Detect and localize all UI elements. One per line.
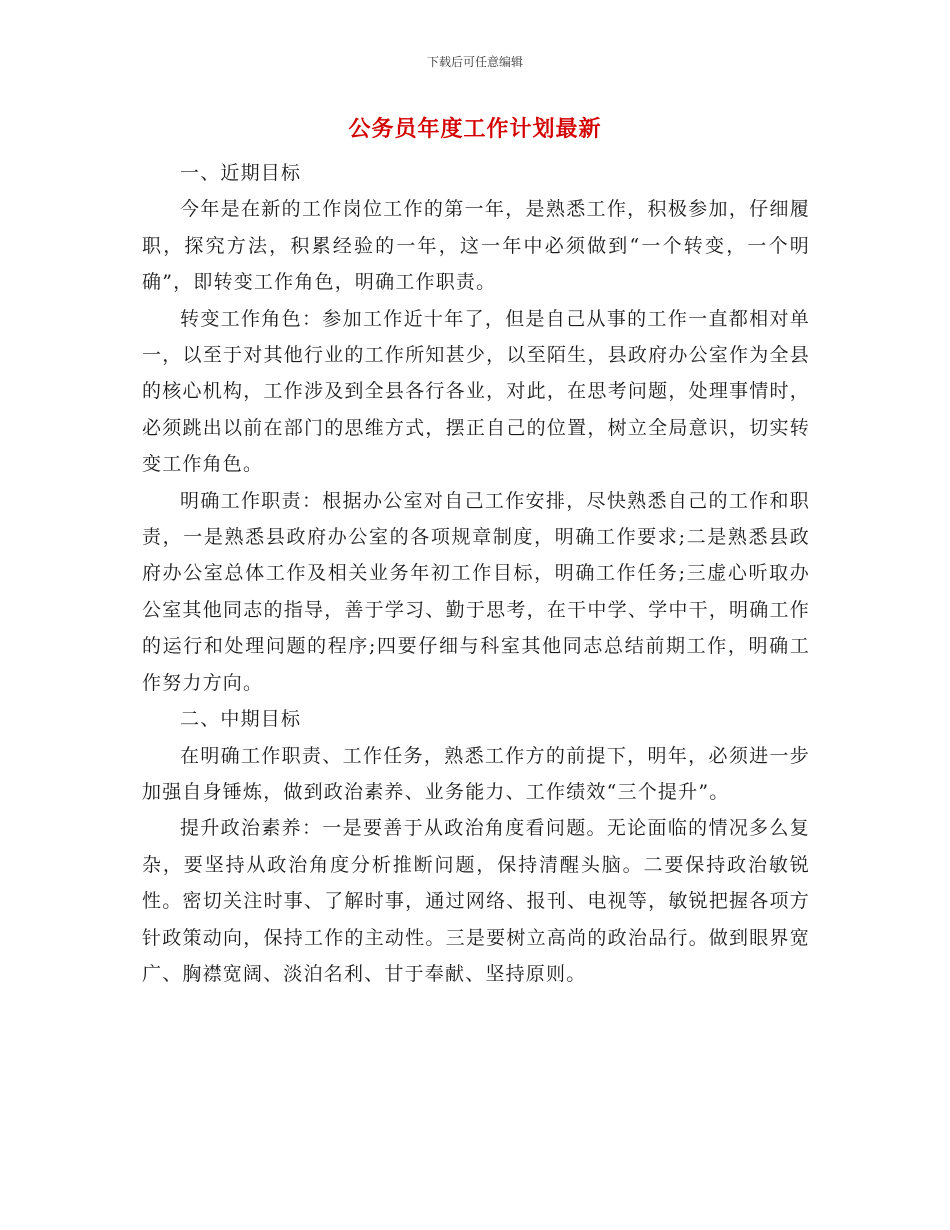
paragraph-duties: 明确工作职责：根据办公室对自己工作安排，尽快熟悉自己的工作和职责，一是熟悉县政府办公室的各项规章制度，明确工作要求;二是熟悉县政府办公室总体工作及相关业务年初工作目标，明确工作任务;三虚心听取办公室其他同志的指导，善于学习、勤于思考，在干中学、学中干，明确工作的运行和处理问题的程序;四要仔细与科室其他同志总结前期工作，明确工作努力方向。 (142, 489, 810, 694)
paragraph-intro: 今年是在新的工作岗位工作的第一年，是熟悉工作，积极参加，仔细履职，探究方法，积累经验的一年，这一年中必须做到“一个转变，一个明确”，即转变工作角色，明确工作职责。 (142, 198, 810, 294)
document-body (142, 155, 810, 992)
section-heading-mid-term: 二、中期目标 (180, 708, 302, 731)
paragraph-role-change: 转变工作角色：参加工作近十年了，但是自己从事的工作一直都相对单一，以至于对其他行业的工作所知甚少，以至陌生，县政府办公室作为全县的核心机构，工作涉及到全县各行各业，对此，在思考问题，处理事情时，必须跳出以前在部门的思维方式，摆正自己的位置，树立全局意识，切实转变工作角色。 (142, 307, 810, 476)
paragraph-mid-term-intro: 在明确工作职责、工作任务，熟悉工作方的前提下，明年，必须进一步加强自身锤炼，做到政治素养、业务能力、工作绩效“三个提升”。 (142, 744, 810, 803)
document-title: 公务员年度工作计划最新 (348, 117, 602, 142)
paragraph-political-quality: 提升政治素养：一是要善于从政治角度看问题。无论面临的情况多么复杂，要坚持从政治角度分析推断问题，保持清醒头脑。二要保持政治敏锐性。密切关注时事、了解时事，通过网络、报刊、电视等，敏锐把握各项方针政策动向，保持工作的主动性。三是要树立高尚的政治品行。做到眼界宽广、胸襟宽阔、淡泊名利、甘于奉献、坚持原则。 (142, 817, 810, 985)
page-header-note: 下载后可任意编辑 (426, 55, 523, 69)
section-heading-near-term: 一、近期目标 (180, 162, 302, 184)
